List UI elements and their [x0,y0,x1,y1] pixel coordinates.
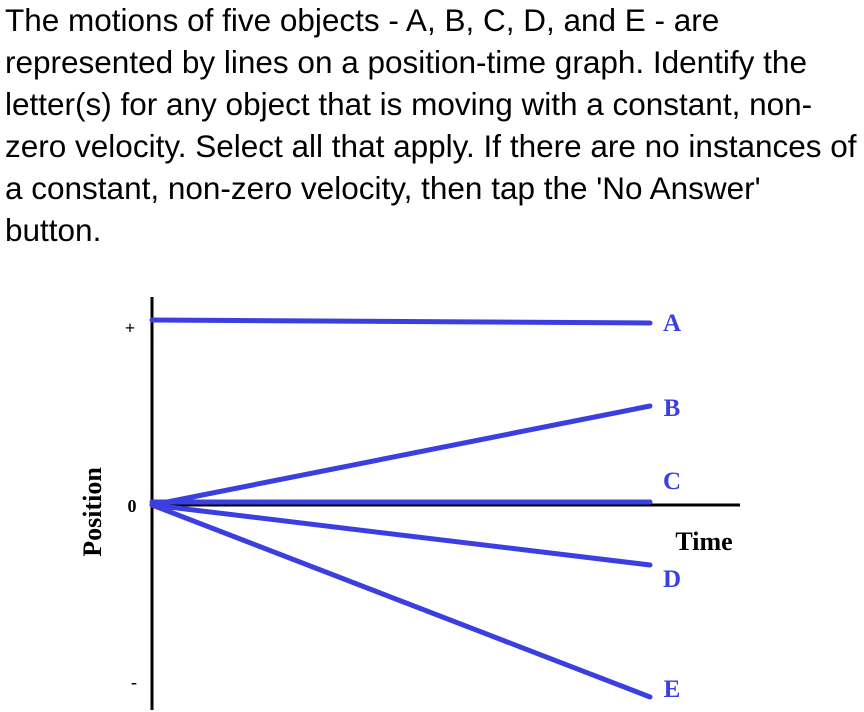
line-d-label: D [662,566,682,593]
line-b [152,406,650,505]
line-a-label: A [662,310,682,337]
tick-minus: - [131,672,137,692]
line-c-label: C [662,468,682,495]
line-a [152,320,650,323]
y-axis-label: Position [78,467,107,557]
line-e-label: E [663,676,681,703]
tick-zero: 0 [127,496,137,516]
line-b-label: B [663,395,681,422]
tick-plus: + [124,318,136,338]
x-axis-label: Time [675,527,733,556]
question-text: The motions of five objects - A, B, C, D, and E - are represented by lines on a position-time graph. Identify the letter(s) for any object that is moving with a constant, non-zero velocity. Select all that apply. If there are no instances of a constant, non-zero velocity, then tap the 'No Answer' button. [5,2,857,248]
